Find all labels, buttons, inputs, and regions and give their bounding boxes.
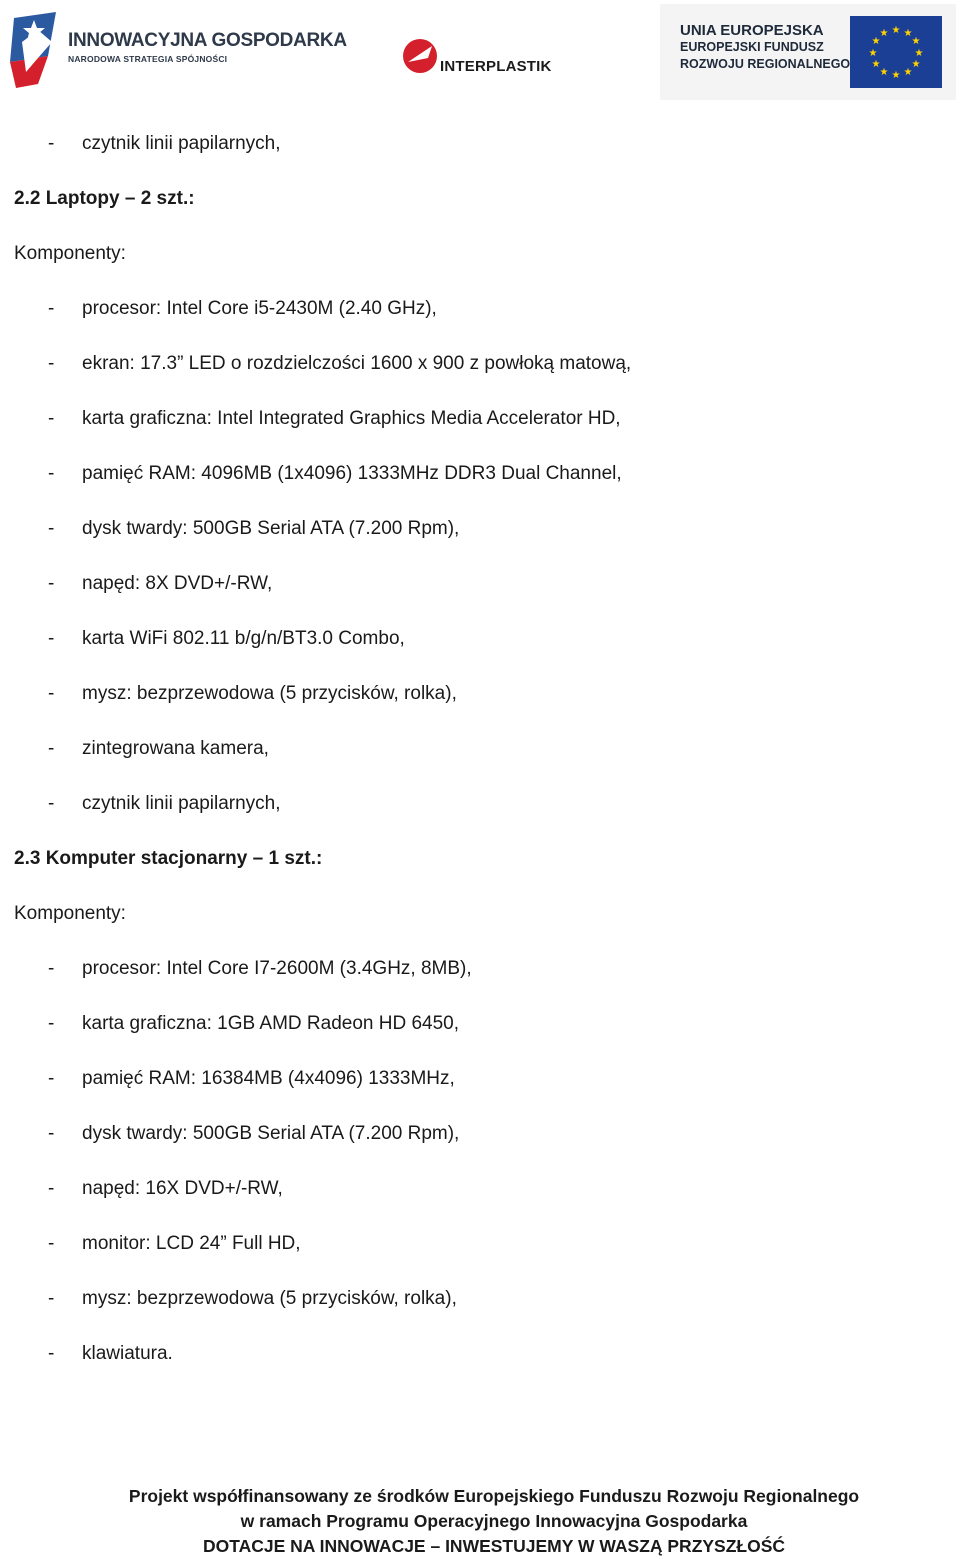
list-item-text: ekran: 17.3” LED o rozdzielczości 1600 x 900 z powłoką matową, — [82, 353, 632, 374]
list-item-text: dysk twardy: 500GB Serial ATA (7.200 Rpm), — [82, 518, 460, 539]
svg-text:★: ★ — [891, 70, 901, 81]
bullet-dash: - — [48, 1233, 55, 1254]
section-heading-laptops: 2.2 Laptopy – 2 szt.: — [14, 188, 195, 209]
bullet-dash: - — [48, 518, 55, 539]
footer-line1: Projekt współfinansowany ze środków Europejskiego Funduszu Rozwoju Regionalnego — [128, 1486, 860, 1506]
list-item-text: czytnik linii papilarnych, — [82, 133, 281, 154]
svg-text:★: ★ — [879, 67, 889, 78]
bullet-dash: - — [48, 353, 55, 374]
bullet-dash: - — [48, 133, 55, 154]
innowacyjna-gospodarka-logo — [8, 8, 347, 92]
bullet-dash: - — [48, 1178, 55, 1199]
bullet-dash: - — [48, 1288, 55, 1309]
bullet-dash: - — [48, 1343, 55, 1364]
list-item-text: pamięć RAM: 16384MB (4x4096) 1333MHz, — [82, 1068, 455, 1089]
ig-title: INNOWACYJNA GOSPODARKA — [68, 30, 347, 51]
svg-text:★: ★ — [903, 67, 913, 78]
footer-line3: DOTACJE NA INNOWACJE – INWESTUJEMY W WASZĄ PRZYSZŁOŚĆ — [202, 1536, 786, 1556]
ue-line3: ROZWOJU REGIONALNEGO — [680, 57, 851, 71]
list-item-text: karta WiFi 802.11 b/g/n/BT3.0 Combo, — [82, 628, 405, 649]
svg-text:★: ★ — [871, 59, 881, 70]
svg-text:★: ★ — [868, 48, 878, 59]
bullet-dash: - — [48, 738, 55, 759]
bullet-dash: - — [48, 1123, 55, 1144]
svg-text:★: ★ — [903, 28, 913, 39]
ue-text-block — [680, 22, 850, 73]
ig-emblem-icon — [8, 12, 64, 90]
bullet-dash: - — [48, 1013, 55, 1034]
ig-subtitle: NARODOWA STRATEGIA SPÓJNOŚCI — [68, 54, 228, 64]
svg-text:★: ★ — [891, 25, 901, 36]
list-item-text: mysz: bezprzewodowa (5 przycisków, rolka), — [82, 683, 457, 704]
list-item-text: mysz: bezprzewodowa (5 przycisków, rolka), — [82, 1288, 457, 1309]
bullet-dash: - — [48, 1068, 55, 1089]
list-item-text: napęd: 16X DVD+/-RW, — [82, 1178, 283, 1199]
bullet-dash: - — [48, 958, 55, 979]
svg-text:★: ★ — [911, 36, 921, 47]
bullet-dash: - — [48, 463, 55, 484]
svg-text:★: ★ — [911, 59, 921, 70]
list-item-text: procesor: Intel Core i5-2430M (2.40 GHz), — [82, 298, 437, 319]
list-item-text: dysk twardy: 500GB Serial ATA (7.200 Rpm), — [82, 1123, 460, 1144]
svg-text:★: ★ — [879, 28, 889, 39]
unia-europejska-logo — [660, 4, 956, 100]
eu-flag-icon — [850, 16, 942, 88]
components-label: Komponenty: — [14, 903, 126, 924]
list-item-text: klawiatura. — [82, 1343, 173, 1364]
bullet-dash: - — [48, 408, 55, 429]
list-item-text: czytnik linii papilarnych, — [82, 793, 281, 814]
ue-line1: UNIA EUROPEJSKA — [680, 22, 824, 39]
section-heading-desktop: 2.3 Komputer stacjonarny – 1 szt.: — [14, 848, 323, 869]
bullet-dash: - — [48, 628, 55, 649]
list-item-text: karta graficzna: 1GB AMD Radeon HD 6450, — [82, 1013, 460, 1034]
list-item-text: pamięć RAM: 4096MB (1x4096) 1333MHz DDR3 Dual Channel, — [82, 463, 622, 484]
components-label: Komponenty: — [14, 243, 126, 264]
bullet-dash: - — [48, 573, 55, 594]
ig-text-block — [68, 30, 347, 64]
bullet-dash: - — [48, 683, 55, 704]
interplastik-emblem-icon — [402, 36, 442, 76]
svg-text:★: ★ — [914, 48, 924, 59]
list-item-text: procesor: Intel Core I7-2600M (3.4GHz, 8MB), — [82, 958, 472, 979]
list-item-text: karta graficzna: Intel Integrated Graphics Media Accelerator HD, — [82, 408, 621, 429]
page-footer — [14, 1484, 960, 1559]
interplastik-logo — [400, 36, 570, 80]
interplastik-name: INTERPLASTIK — [440, 58, 552, 75]
svg-text:★: ★ — [871, 36, 881, 47]
ue-line2: EUROPEJSKI FUNDUSZ — [680, 40, 824, 54]
list-item-text: napęd: 8X DVD+/-RW, — [82, 573, 273, 594]
footer-line2: w ramach Programu Operacyjnego Innowacyjna Gospodarka — [240, 1511, 748, 1531]
list-item-text: monitor: LCD 24” Full HD, — [82, 1233, 301, 1254]
page-header — [0, 0, 960, 104]
bullet-dash: - — [48, 793, 55, 814]
bullet-dash: - — [48, 298, 55, 319]
list-item-text: zintegrowana kamera, — [82, 738, 269, 759]
